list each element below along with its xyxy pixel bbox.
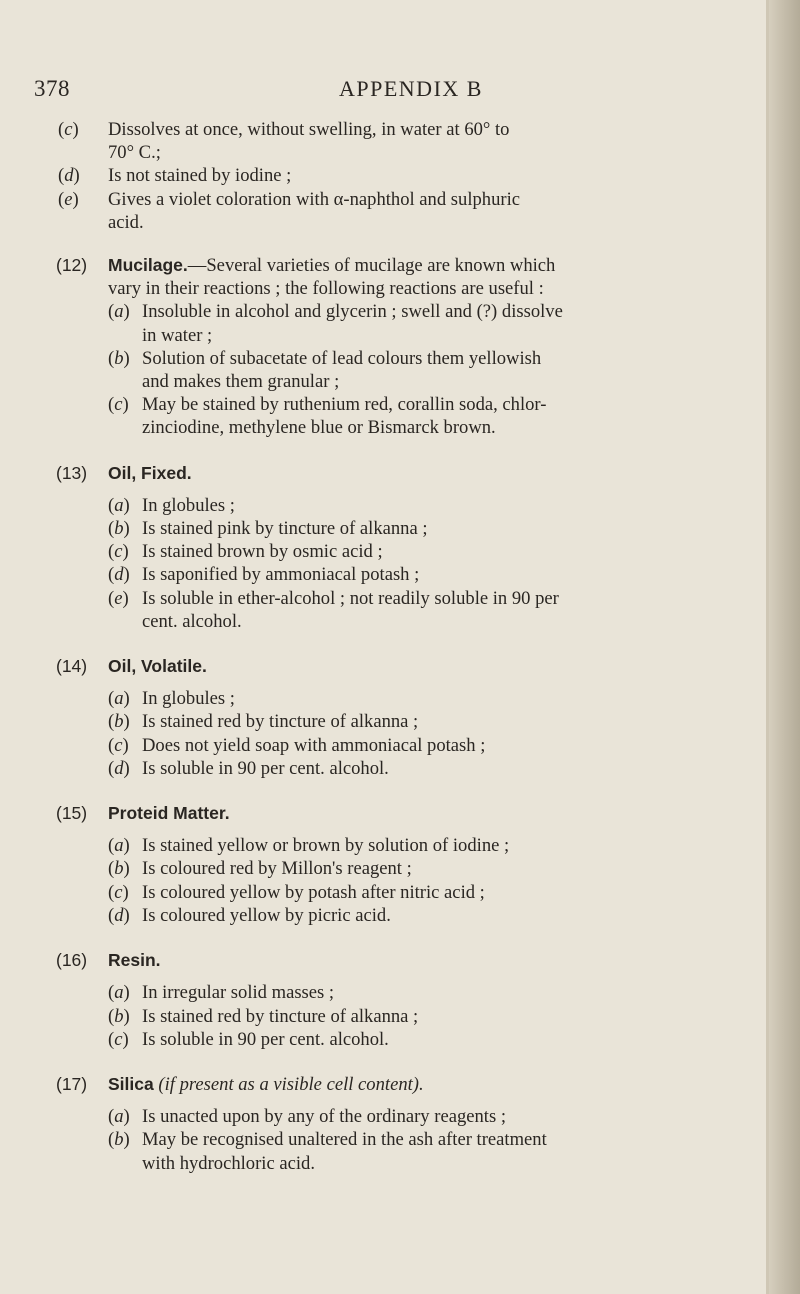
item-text-line: 70° C.;	[108, 142, 161, 164]
item-text-line: and makes them granular ;	[142, 371, 340, 393]
item-letter: (a)	[108, 688, 130, 710]
section-items	[58, 494, 758, 633]
item-text-line: Gives a violet coloration with α-naphthol and sulphuric	[108, 188, 521, 210]
page-edge-shadow	[766, 0, 800, 1294]
item-text-line: May be stained by ruthenium red, corallin soda, chlor-	[142, 394, 547, 416]
section-description: —Several varieties of mucilage are known which	[187, 255, 556, 277]
list-item	[58, 834, 758, 857]
page-number: 378	[34, 76, 70, 101]
list-item	[58, 587, 758, 633]
item-letter: (b)	[108, 858, 130, 880]
list-item	[58, 881, 758, 904]
item-letter: (c)	[58, 119, 79, 140]
item-letter: (c)	[108, 881, 129, 903]
list-item	[58, 710, 758, 733]
section-15	[58, 802, 758, 927]
item-text-line: Solution of subacetate of lead colours them yellowish	[142, 347, 542, 369]
item-text-line: Is stained pink by tincture of alkanna ;	[142, 518, 428, 540]
section-heading	[58, 254, 758, 277]
item-letter: (a)	[108, 494, 130, 516]
list-item	[58, 188, 758, 234]
section-title: Resin.	[108, 950, 161, 971]
list-item	[58, 118, 758, 164]
list-item	[58, 857, 758, 880]
section-items	[58, 687, 758, 780]
item-letter: (c)	[108, 394, 129, 416]
item-text-line: with hydrochloric acid.	[142, 1152, 315, 1174]
item-text-line: acid.	[108, 211, 144, 233]
item-letter: (b)	[108, 347, 130, 369]
list-item	[58, 164, 758, 187]
item-letter: (b)	[108, 518, 130, 540]
list-item	[58, 563, 758, 586]
item-text-line: Is coloured yellow by picric acid.	[142, 904, 391, 926]
item-text-line: Is soluble in ether-alcohol ; not readily soluble in 90 per	[142, 587, 559, 609]
section-title: Proteid Matter.	[108, 803, 230, 824]
item-text-line: In irregular solid masses ;	[142, 982, 335, 1004]
list-item	[58, 1005, 758, 1028]
item-text-line: Is not stained by iodine ;	[108, 165, 292, 187]
item-text-line: cent. alcohol.	[142, 610, 242, 632]
item-text-line: Does not yield soap with ammoniacal potash ;	[142, 734, 486, 756]
item-letter: (d)	[108, 564, 130, 586]
section-heading	[58, 1073, 758, 1096]
section-heading	[58, 655, 758, 678]
section-number: (16)	[56, 950, 88, 971]
section-items	[58, 1105, 758, 1175]
item-letter: (b)	[108, 711, 130, 733]
item-letter: (d)	[58, 165, 80, 187]
section-title: Oil, Fixed.	[108, 462, 192, 483]
section-number: (13)	[56, 462, 88, 483]
item-letter: (e)	[108, 587, 129, 609]
section-17	[58, 1073, 758, 1175]
section-heading	[58, 462, 758, 485]
item-text-line: zinciodine, methylene blue or Bismarck brown.	[142, 417, 496, 439]
item-letter: (c)	[108, 541, 129, 563]
section-title-note: (if present as a visible cell content).	[158, 1073, 424, 1095]
sections	[58, 254, 758, 1175]
list-item	[58, 687, 758, 710]
list-item	[58, 300, 758, 346]
list-item	[58, 393, 758, 439]
list-item	[58, 1105, 758, 1128]
list-item	[58, 540, 758, 563]
section-number: (14)	[56, 656, 88, 677]
item-text-line: Is coloured red by Millon's reagent ;	[142, 858, 412, 880]
item-letter: (a)	[108, 835, 130, 857]
section-items	[58, 834, 758, 927]
item-text-line: Is stained brown by osmic acid ;	[142, 541, 383, 563]
item-letter: (c)	[108, 734, 129, 756]
item-text-line: in water ;	[142, 324, 213, 346]
item-text-line: In globules ;	[142, 494, 235, 516]
list-item	[58, 494, 758, 517]
list-item	[58, 1028, 758, 1051]
section-description-continued: vary in their reactions ; the following reactions are useful :	[108, 278, 544, 300]
item-letter: (e)	[58, 188, 79, 210]
list-item	[58, 517, 758, 540]
item-text-line: Is soluble in 90 per cent. alcohol.	[142, 757, 389, 779]
item-letter: (d)	[108, 904, 130, 926]
section-title: Mucilage.	[108, 255, 188, 276]
list-item	[58, 757, 758, 780]
item-text-line: May be recognised unaltered in the ash after treatment	[142, 1129, 547, 1151]
section-14	[58, 655, 758, 780]
section-12	[58, 254, 758, 440]
section-heading	[58, 802, 758, 825]
item-letter: (a)	[108, 301, 130, 323]
item-text-line: Is stained red by tincture of alkanna ;	[142, 711, 419, 733]
section-number: (15)	[56, 803, 88, 824]
list-item	[58, 734, 758, 757]
item-letter: (b)	[108, 1005, 130, 1027]
item-text-line: Is coloured yellow by potash after nitric acid ;	[142, 881, 485, 903]
item-letter: (a)	[108, 982, 130, 1004]
list-item	[58, 981, 758, 1004]
section-number: (17)	[56, 1073, 88, 1094]
item-text-line: In globules ;	[142, 688, 235, 710]
section-13	[58, 462, 758, 633]
page-header	[34, 76, 754, 106]
list-item	[58, 904, 758, 927]
running-head: APPENDIX B	[339, 76, 483, 101]
item-letter: (b)	[108, 1129, 130, 1151]
list-item	[58, 347, 758, 393]
list-item	[58, 1128, 758, 1174]
section-heading	[58, 949, 758, 972]
item-text-line: Is saponified by ammoniacal potash ;	[142, 564, 420, 586]
item-text-line: Is stained yellow or brown by solution of iodine ;	[142, 835, 510, 857]
section-number: (12)	[56, 255, 88, 276]
section-16	[58, 949, 758, 1051]
section-items	[58, 300, 758, 439]
item-text-line: Is unacted upon by any of the ordinary reagents ;	[142, 1106, 507, 1128]
item-text-line: Dissolves at once, without swelling, in water at 60° to	[108, 119, 510, 140]
item-text-line: Is stained red by tincture of alkanna ;	[142, 1005, 419, 1027]
section-title: Silica	[108, 1073, 154, 1094]
item-text-line: Is soluble in 90 per cent. alcohol.	[142, 1028, 389, 1050]
item-letter: (c)	[108, 1028, 129, 1050]
continued-items	[58, 118, 758, 234]
section-title: Oil, Volatile.	[108, 656, 207, 677]
item-letter: (a)	[108, 1106, 130, 1128]
page-body	[58, 118, 758, 1175]
item-letter: (d)	[108, 757, 130, 779]
item-text-line: Insoluble in alcohol and glycerin ; swell and (?) dissolve	[142, 301, 563, 323]
section-items	[58, 981, 758, 1051]
